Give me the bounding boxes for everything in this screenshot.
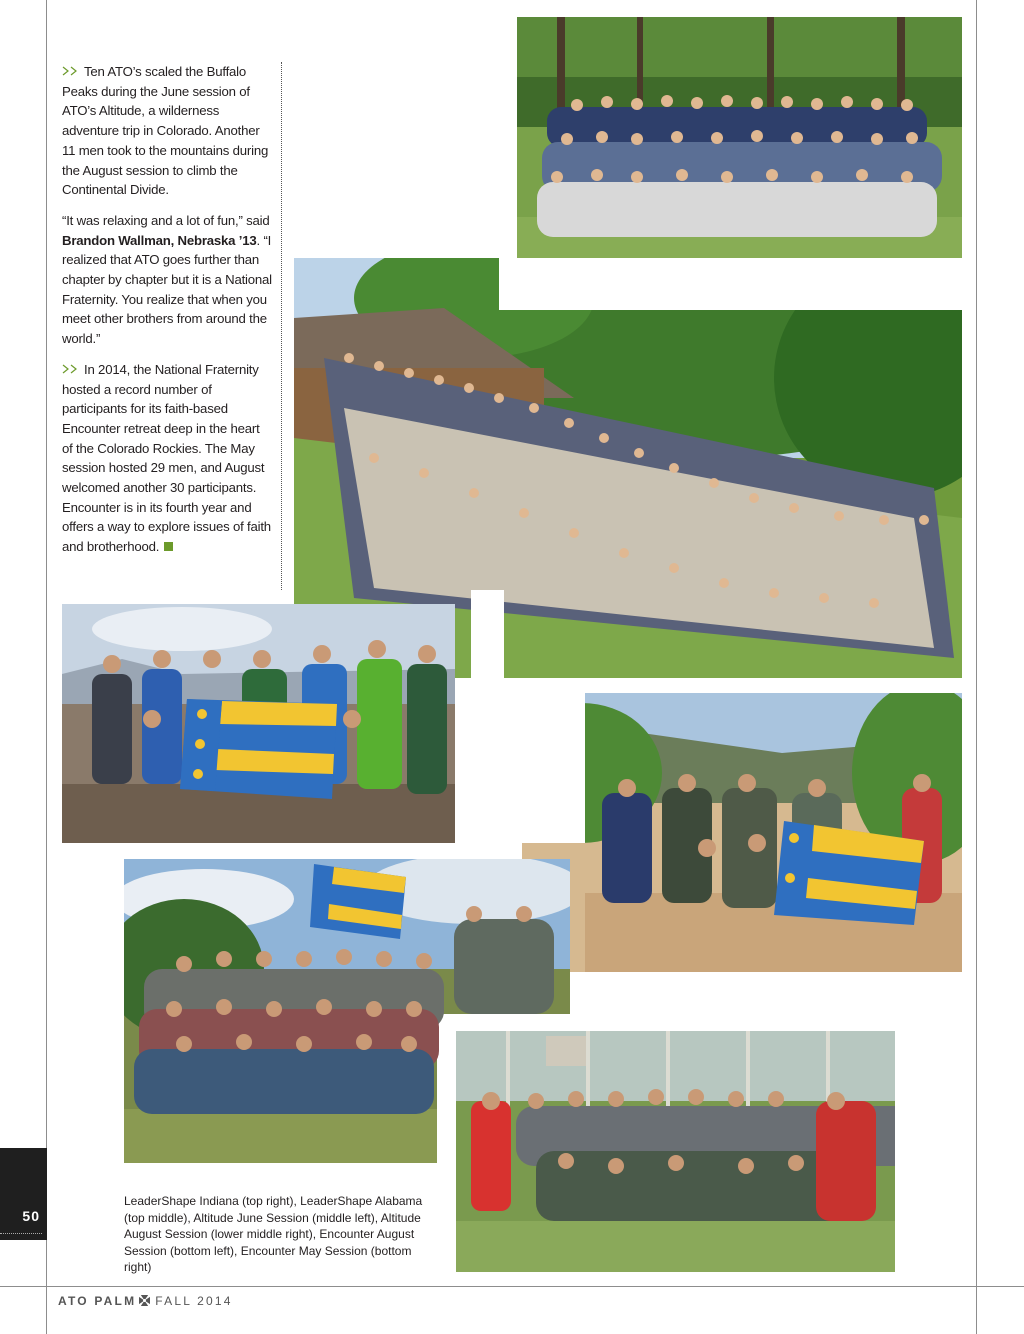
footer (58, 1294, 233, 1310)
quote-intro: “It was relaxing and a lot of fun,” said (62, 212, 270, 228)
page-number-tab (0, 1148, 47, 1240)
article-column (62, 62, 272, 568)
photo-gap-block (499, 258, 962, 310)
photo-encounter-may (456, 1031, 895, 1272)
double-chevron-icon (62, 66, 80, 76)
maltese-cross-icon (139, 1295, 150, 1306)
encounter-text: In 2014, the National Fraternity hosted a record number of participants for its faith-based Encounter retreat deep in the heart of the Colorado Rockies. The May session hosted 29 men, and August welcomed another 30 participants. Encounter is in its fourth year and offers a way to explore issues of faith and brotherhood. (62, 361, 271, 555)
footer-brand: ATO PALM (58, 1294, 137, 1308)
photo-leadershape-indiana (517, 17, 962, 293)
altitude-text: Ten ATO’s scaled the Buffalo Peaks during the June session of ATO’s Altitude, a wilderness adventure trip in Colorado. Another 11 men took to the mountains during the August session to climb the Continental Divide. (62, 64, 269, 198)
photo-altitude-august (522, 693, 962, 972)
photo-gap-block (471, 590, 504, 714)
end-mark-icon (164, 542, 173, 551)
double-chevron-icon (62, 364, 80, 374)
column-divider (281, 62, 282, 590)
quote-speaker: Brandon Wallman, Nebraska ’13 (62, 232, 257, 248)
left-margin-rule (46, 0, 47, 1334)
footer-issue: FALL 2014 (155, 1294, 233, 1308)
photo-altitude-june (62, 604, 455, 843)
page-number: 50 (22, 1208, 40, 1224)
tab-dotted-rule (0, 1233, 42, 1234)
quote-text: . “I realized that ATO goes further than chapter by chapter but it is a National Fraternity. You realize that when you meet other brothers from around the world.” (62, 232, 272, 347)
photo-caption: LeaderShape Indiana (top right), LeaderShape Alabama (top middle), Altitude June Session (middle left), Altitude August Session (lower middle right), Encounter August Session (bottom left), Encounter May Session (bottom right) (124, 1194, 423, 1275)
article-paragraph-altitude (62, 62, 272, 200)
article-paragraph-quote (62, 211, 272, 349)
footer-rule (0, 1286, 1024, 1287)
right-margin-rule (976, 0, 977, 1334)
article-paragraph-encounter (62, 360, 272, 557)
